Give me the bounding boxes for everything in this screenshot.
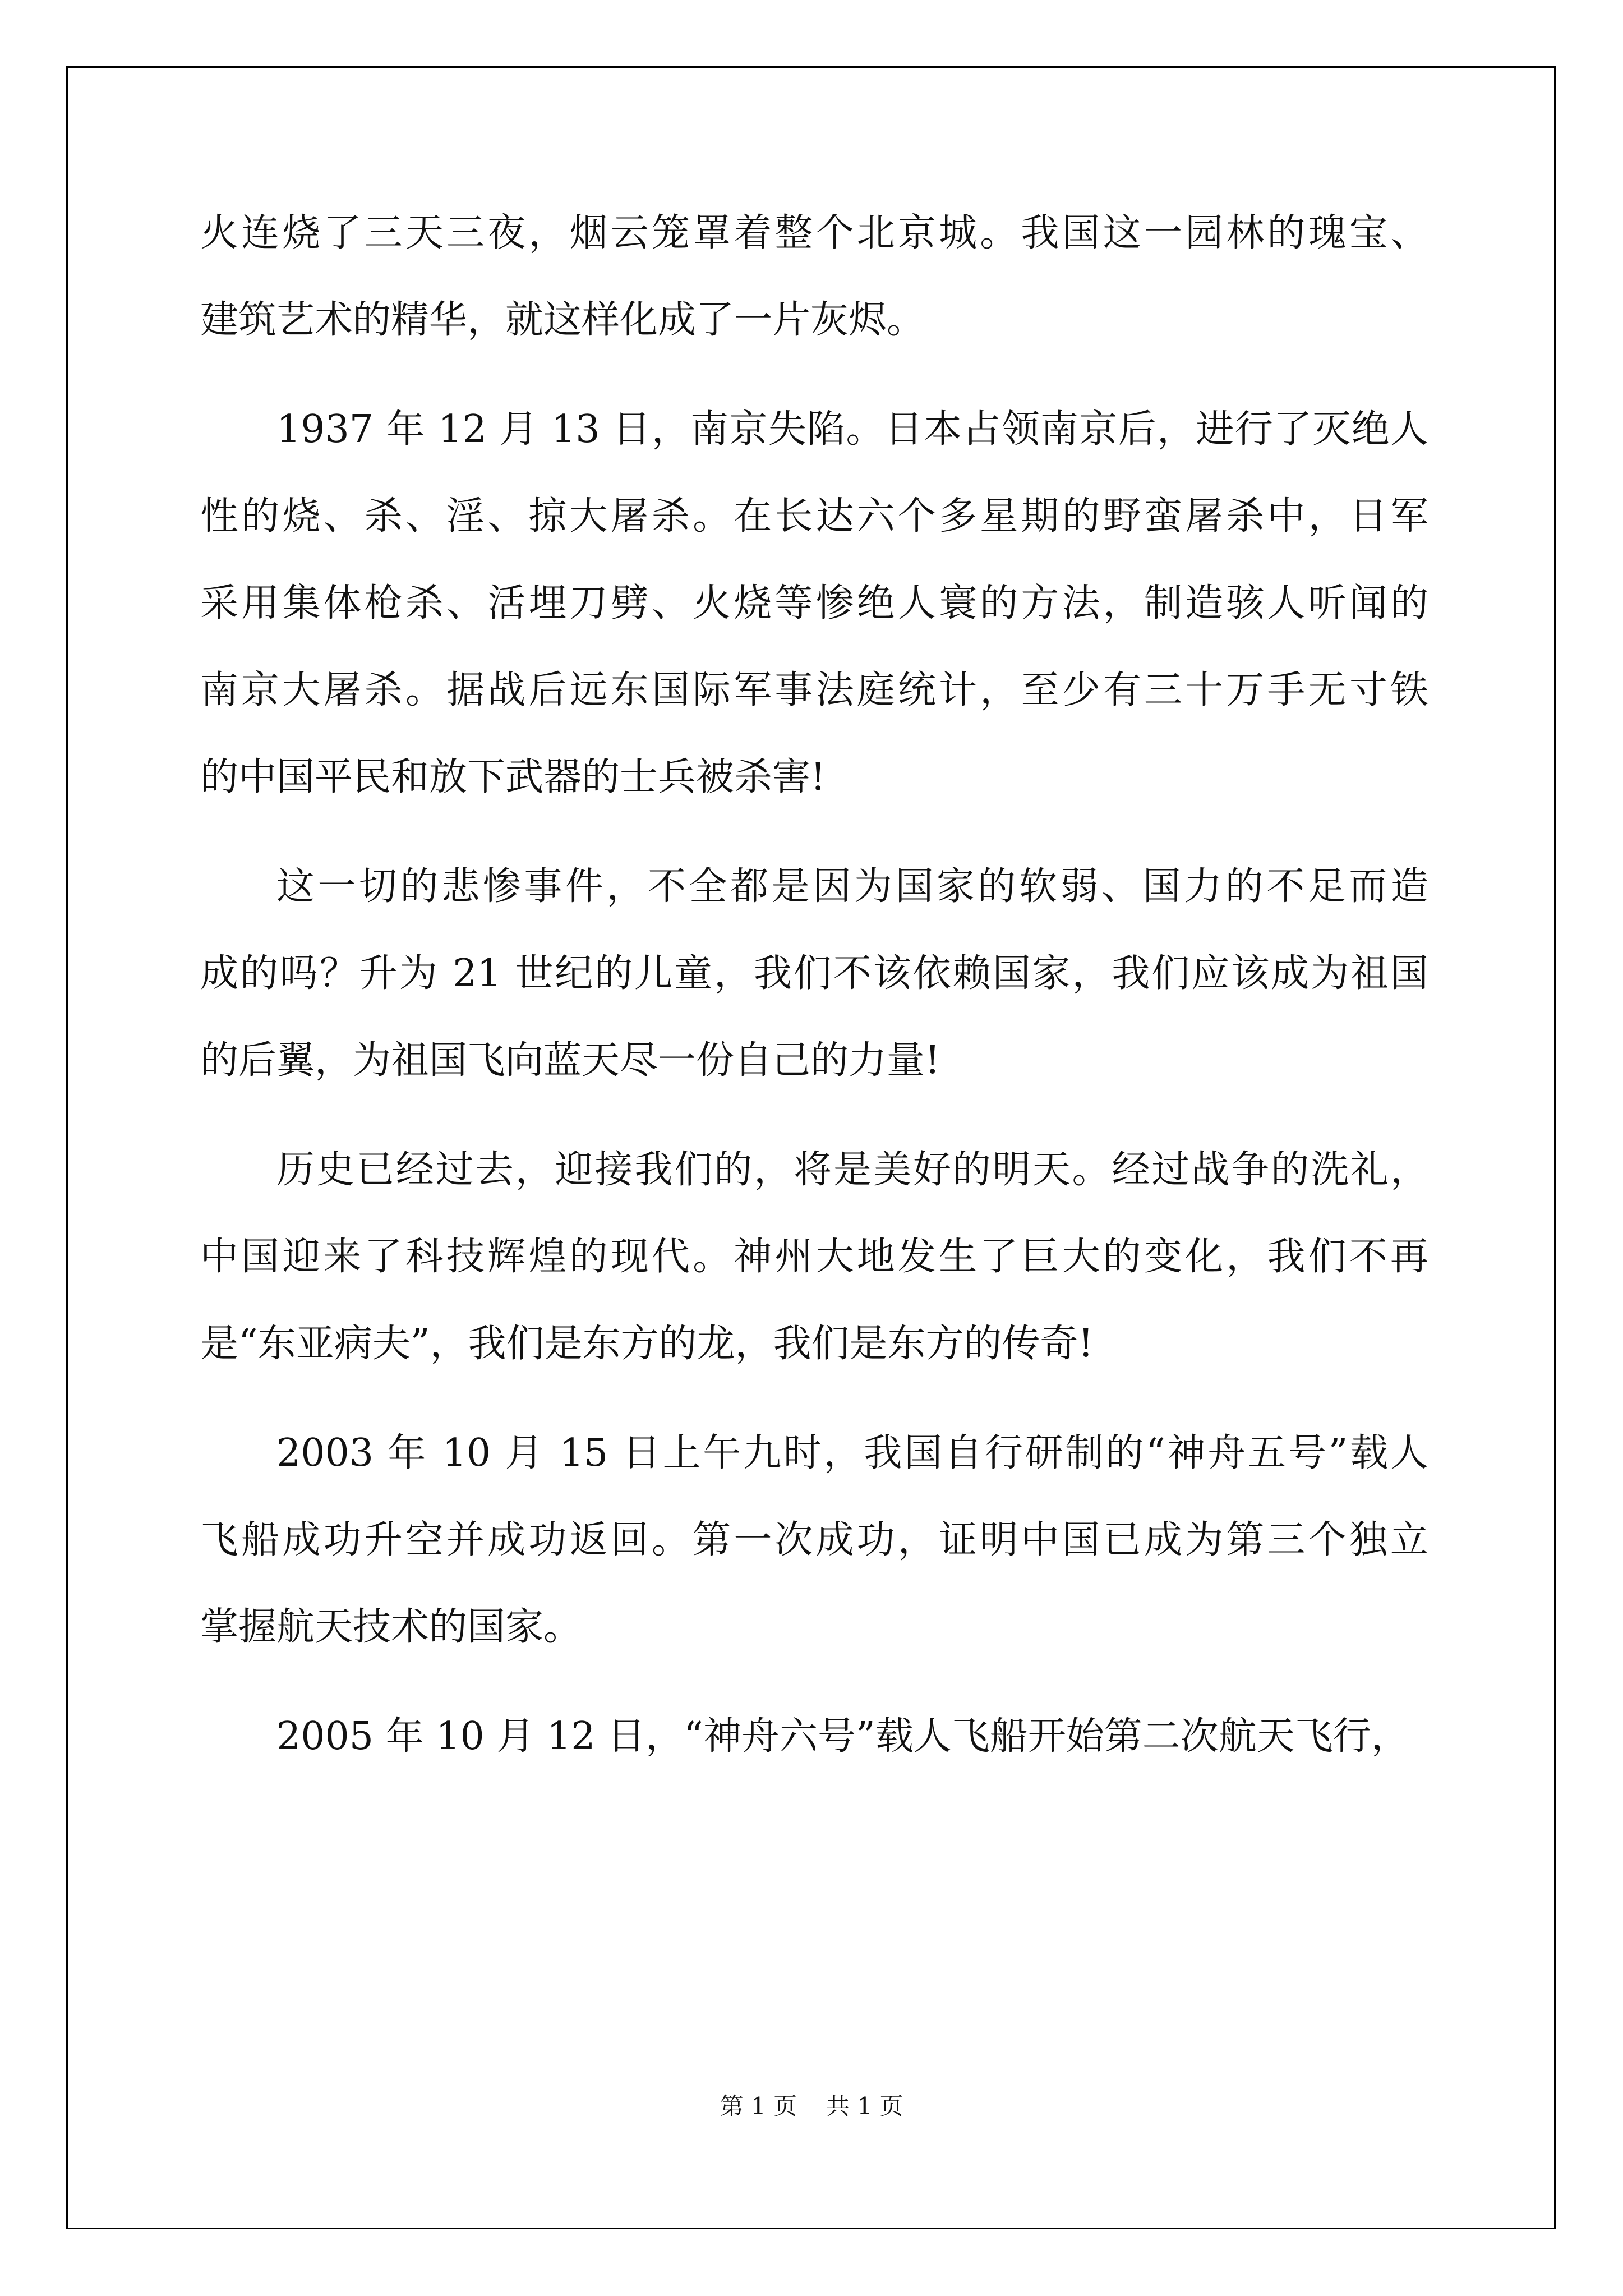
page-footer	[0, 2088, 1623, 2122]
paragraph	[200, 386, 1428, 821]
text-line: 采用集体枪杀、活埋刀劈、火烧等惨绝人寰的方法，制造骇人听闻的	[200, 581, 1428, 625]
text-line: 2003 年 10 月 15 日上午九时，我国自行研制的“神舟五号”载人	[276, 1431, 1428, 1475]
paragraph	[200, 843, 1428, 1104]
text-line: 2005 年 10 月 12 日，“神舟六号”载人飞船开始第二次航天飞行，	[276, 1714, 1409, 1759]
text-line: 掌握航天技术的国家。	[200, 1605, 582, 1649]
text-line: 这一切的悲惨事件，不全都是因为国家的软弱、国力的不足而造	[276, 864, 1428, 909]
text-line: 历史已经过去，迎接我们的，将是美好的明天。经过战争的洗礼，	[276, 1148, 1428, 1192]
text-line: 南京大屠杀。据战后远东国际军事法庭统计，至少有三十万手无寸铁	[200, 668, 1428, 712]
text-line: 建筑艺术的精华，就这样化成了一片灰烬。	[200, 298, 925, 342]
page-number: 第 1 页	[720, 2092, 797, 2120]
paragraph	[200, 1693, 1428, 1780]
text-line: 的后翼，为祖国飞向蓝天尽一份自己的力量!	[200, 1038, 940, 1083]
text-line: 成的吗？升为 21 世纪的儿童，我们不该依赖国家，我们应该成为祖国	[200, 951, 1428, 996]
text-line: 1937 年 12 月 13 日，南京失陷。日本占领南京后，进行了灭绝人	[276, 407, 1428, 452]
text-line: 的中国平民和放下武器的士兵被杀害!	[200, 755, 826, 799]
text-line: 性的烧、杀、淫、掠大屠杀。在长达六个多星期的野蛮屠杀中，日军	[200, 494, 1428, 539]
page-total: 共 1 页	[826, 2092, 903, 2120]
text-line: 火连烧了三天三夜，烟云笼罩着整个北京城。我国这一园林的瑰宝、	[200, 211, 1428, 255]
document-body	[200, 190, 1428, 1780]
paragraph	[200, 1126, 1428, 1387]
text-line: 是“东亚病夫”，我们是东方的龙，我们是东方的传奇!	[200, 1322, 1094, 1366]
paragraph	[200, 1410, 1428, 1671]
paragraph	[200, 190, 1428, 364]
text-line: 中国迎来了科技辉煌的现代。神州大地发生了巨大的变化，我们不再	[200, 1235, 1428, 1279]
text-line: 飞船成功升空并成功返回。第一次成功，证明中国已成为第三个独立	[200, 1518, 1428, 1562]
